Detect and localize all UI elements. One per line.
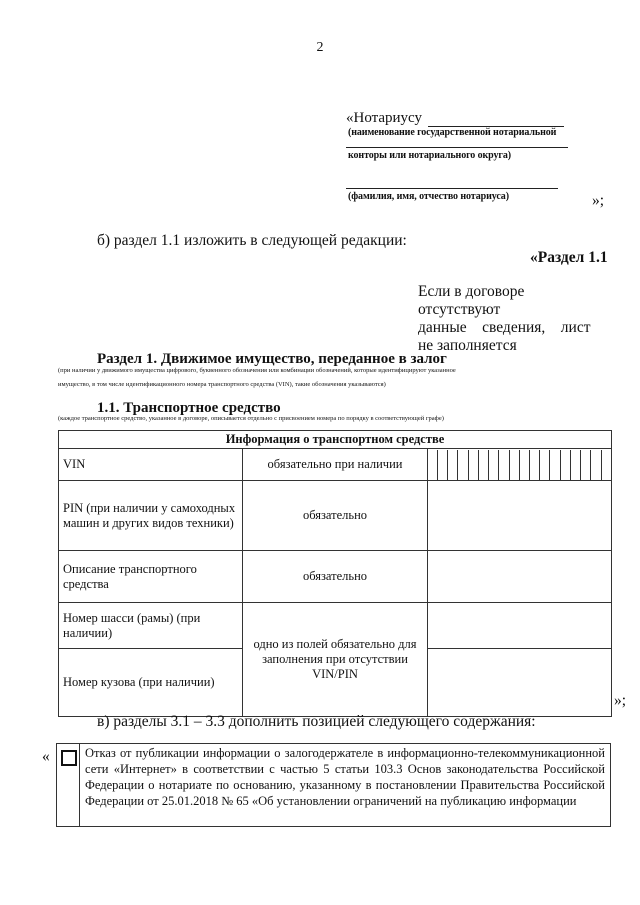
row-req-description: обязательно bbox=[243, 551, 427, 603]
row-label-pin: PIN (при наличии у самоходных машин и других видов техники) bbox=[59, 481, 243, 551]
checkbox-cell[interactable] bbox=[57, 744, 80, 826]
notary-fio-line bbox=[346, 188, 558, 189]
instruction-c: в) разделы 3.1 – 3.3 дополнить позицией следующего содержания: bbox=[97, 713, 536, 730]
description-input-cell[interactable] bbox=[427, 551, 611, 603]
row-label-body: Номер кузова (при наличии) bbox=[59, 649, 243, 717]
section-label: «Раздел 1.1 bbox=[530, 249, 608, 266]
notary-office-line bbox=[346, 147, 568, 148]
vin-input-cells[interactable] bbox=[427, 449, 611, 481]
pin-input-cell[interactable] bbox=[427, 481, 611, 551]
notary-caption-1: (наименование государственной нотариальной bbox=[348, 127, 557, 138]
empty-note bbox=[418, 283, 608, 355]
page-number: 2 bbox=[316, 40, 324, 55]
refusal-text: Отказ от публикации информации о залогодержателе в информационно-телекоммуникационной сети «Интернет» в соответствии с частью 5 статьи 103.3 Основ законодательства Российской Федерации о нотариате по основанию, указанному в постановлении Правительства Российской Федерации от 25.01.2018 № 65 «Об установлении ограничений на публикацию информации bbox=[85, 746, 605, 808]
section1-note-2: имущество, в том числе идентификационного номера транспортного средства (VIN), такие обозначения указываются) bbox=[58, 381, 386, 388]
table-row bbox=[59, 603, 612, 649]
row-req-vin: обязательно при наличии bbox=[243, 449, 427, 481]
section1-note-1: (при наличии у движимого имущества цифрового, буквенного обозначения или комбинации обозначений, которые идентифицируют указанное bbox=[58, 367, 456, 374]
chassis-input-cell[interactable] bbox=[427, 603, 611, 649]
notary-end-mark: »; bbox=[592, 192, 605, 209]
row-req-chassis-body: одно из полей обязательно для заполнения при отсутствии VIN/PIN bbox=[243, 603, 427, 717]
table-row bbox=[59, 449, 612, 481]
row-label-chassis: Номер шасси (рамы) (при наличии) bbox=[59, 603, 243, 649]
table-header: Информация о транспортном средстве bbox=[59, 431, 612, 449]
body-input-cell[interactable] bbox=[427, 649, 611, 717]
empty-note-line-2: данные сведения, лист bbox=[418, 319, 591, 336]
row-req-pin: обязательно bbox=[243, 481, 427, 551]
instruction-b: б) раздел 1.1 изложить в следующей редакции: bbox=[97, 232, 407, 249]
row-label-vin: VIN bbox=[59, 449, 243, 481]
table-row bbox=[59, 551, 612, 603]
table-row bbox=[59, 481, 612, 551]
notary-block bbox=[346, 110, 422, 127]
section1-title: Раздел 1. Движимое имущество, переданное в залог bbox=[97, 351, 447, 367]
empty-note-line-3: не заполняется bbox=[418, 337, 517, 354]
notary-caption-3: (фамилия, имя, отчество нотариуса) bbox=[348, 191, 509, 202]
refusal-checkbox[interactable] bbox=[61, 750, 77, 766]
notary-caption-2: конторы или нотариального округа) bbox=[348, 150, 511, 161]
row-label-description: Описание транспортного средства bbox=[59, 551, 243, 603]
vehicle-info-table bbox=[58, 430, 612, 717]
empty-note-line-1: Если в договоре отсутствуют bbox=[418, 283, 525, 318]
notary-to-label: «Нотариусу bbox=[346, 110, 423, 126]
subsection-title: 1.1. Транспортное средство bbox=[97, 400, 281, 416]
subsection-note: (каждое транспортное средство, указанное в договоре, описывается отдельно с присвоением номера по порядку в соответствующей графе) bbox=[58, 415, 444, 422]
table-end-mark: »; bbox=[614, 692, 627, 709]
checkbox-open-quote: « bbox=[42, 748, 50, 765]
refusal-option bbox=[56, 743, 611, 827]
